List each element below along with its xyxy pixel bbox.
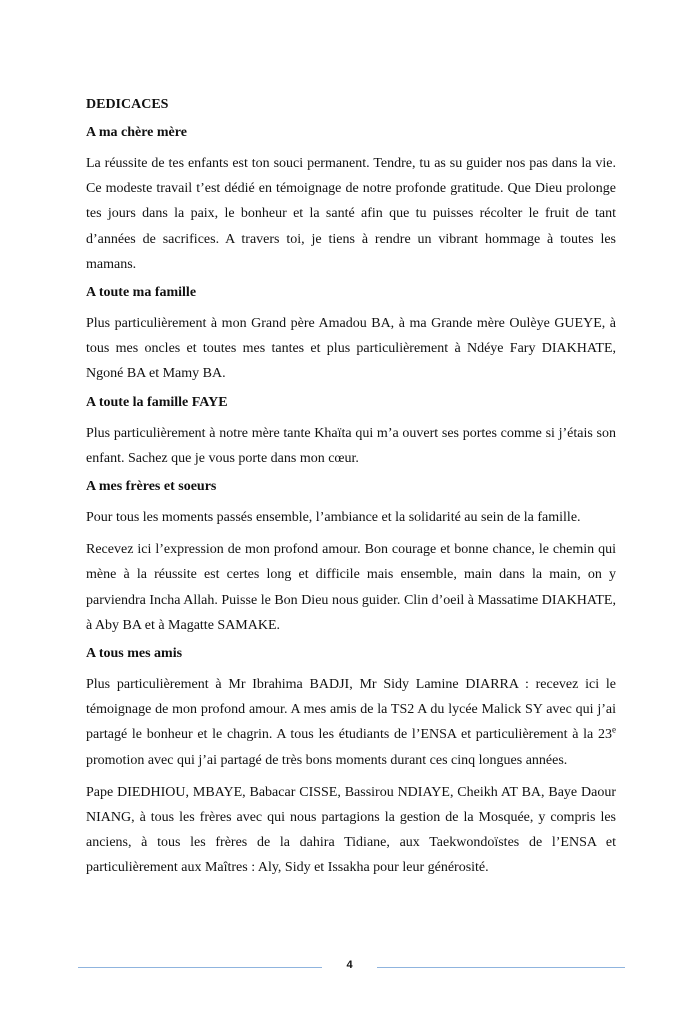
page-title: DEDICACES [86, 97, 169, 112]
paragraph [86, 672, 616, 773]
page-number: 4 [346, 959, 353, 971]
dedication-siblings [86, 478, 616, 638]
dedication-faye-family [86, 394, 616, 471]
paragraph: Pour tous les moments passés ensemble, l’ambiance et la solidarité au sein de la famille. [86, 510, 581, 526]
paragraph: La réussite de tes enfants est ton souci permanent. Tendre, tu as su guider nos pas dans la vie. Ce modeste travail t’est dédié en témoignage de notre profonde gratitude. Que Dieu prolonge tes jours dans la paix, le bonheur et la santé afin que tu puisses récolter le fruit de tant d’années de sacrifices. A travers toi, je tiens à rendre un vibrant hommage à toutes les mamans. [86, 156, 616, 272]
dedication-friends [86, 645, 616, 881]
section-heading: A ma chère mère [86, 125, 187, 140]
ordinal-suffix: e [612, 724, 616, 735]
dedication-mother [86, 124, 616, 277]
section-heading: A toute la famille FAYE [86, 394, 228, 410]
paragraph: Pape DIEDHIOU, MBAYE, Babacar CISSE, Bassirou NDIAYE, Cheikh AT BA, Baye Daour NIANG, à tous les frères avec qui nous partagions la gestion de la Mosquée, y compris les anciens, à tous les frères de la dahira Tidiane, aux Taekwondoïstes de l’ENSA et particulièrement aux Maîtres : Aly, Sidy et Issakha pour leur générosité. [86, 784, 616, 876]
dedication-family [86, 284, 616, 387]
page-footer [0, 956, 700, 980]
paragraph-text: Plus particulièrement à Mr Ibrahima BADJI, Mr Sidy Lamine DIARRA : recevez ici le témoignage de mon profond amour. A mes amis de la TS2 A du lycée Malick SY avec qui j’ai partagé le bonheur et le chagrin. A tous les étudiants de l’ENSA et particulièrement à la [86, 677, 616, 743]
paragraph: Recevez ici l’expression de mon profond amour. Bon courage et bonne chance, le chemin qui mène à la réussite est certes long et difficile mais ensemble, main dans la main, on y parviendra Incha Allah. Puisse le Bon Dieu nous guider. Clin d’oeil à Massatime DIAKHATE, à Aby BA et à Magatte SAMAKE. [86, 542, 616, 633]
paragraph: Plus particulièrement à notre mère tante Khaïta qui m’a ouvert ses portes comme si j’étais son enfant. Sachez que je vous porte dans mon cœur. [86, 425, 616, 466]
footer-rule-left [78, 967, 322, 968]
section-heading: A toute ma famille [86, 285, 197, 301]
ordinal-number: 23 [598, 727, 612, 743]
section-heading: A mes frères et soeurs [86, 479, 217, 495]
section-heading: A tous mes amis [86, 646, 183, 662]
footer-rule-right [377, 967, 625, 968]
page-content [86, 96, 616, 888]
paragraph-text-tail: promotion avec qui j’ai partagé de très bons moments durant ces cinq longues années. [86, 752, 568, 768]
paragraph: Plus particulièrement à mon Grand père Amadou BA, à ma Grande mère Oulèye GUEYE, à tous mes oncles et toutes mes tantes et plus particulièrement à Ndéye Fary DIAKHATE, Ngoné BA et Mamy BA. [86, 316, 616, 382]
